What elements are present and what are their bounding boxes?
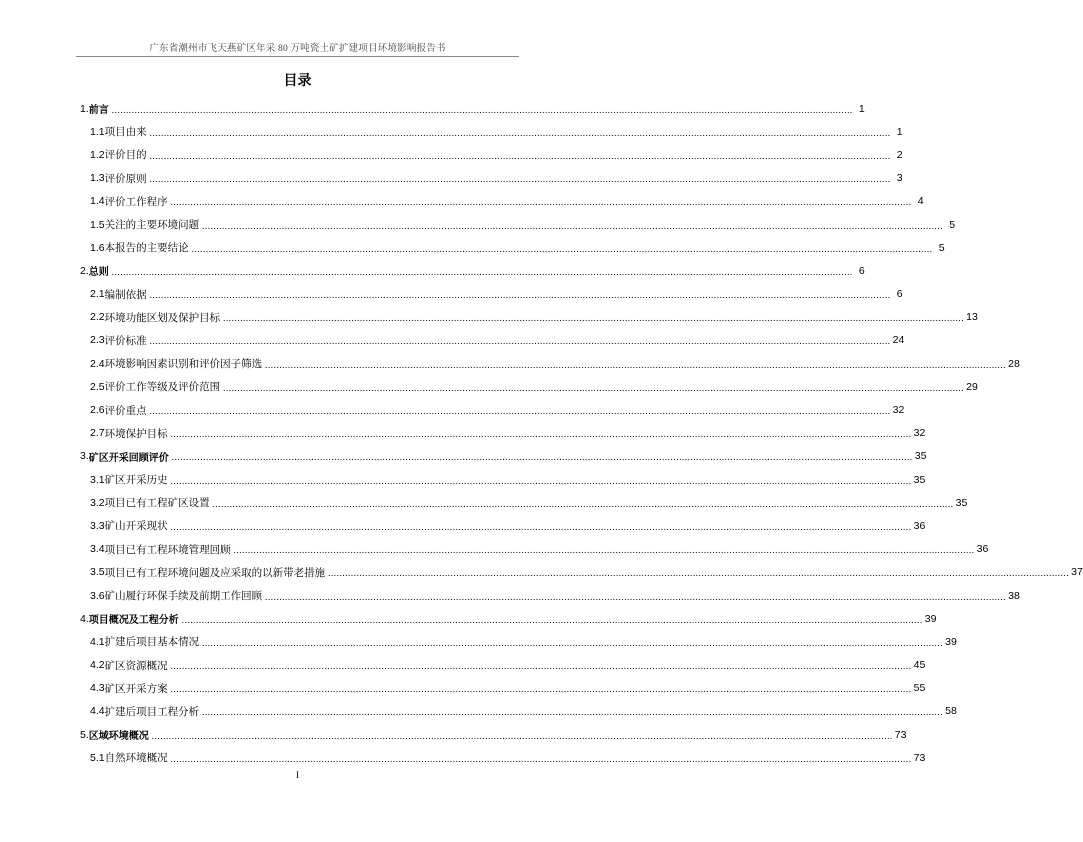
toc-entry-page: 55 (913, 682, 926, 695)
toc-entry-page: 35 (914, 450, 927, 463)
toc-leader-dots: .................................................................................................................................................................................................................................................................... (149, 406, 891, 417)
toc-entry-number: 2.4 (90, 357, 105, 370)
toc-entry[interactable] (80, 97, 865, 120)
toc-entry-label: 评价原则 (104, 173, 147, 185)
toc-entry-label: 评价工作程序 (104, 196, 168, 208)
toc-entry[interactable] (80, 352, 1020, 375)
toc-entry[interactable] (80, 306, 978, 329)
toc-entry-number: 2.5 (90, 380, 105, 393)
toc-entry-label: 前言 (88, 105, 109, 117)
toc-entry-page: 36 (976, 543, 989, 556)
toc-leader-dots: .................................................................................................................................................................................................................................................................... (170, 429, 912, 440)
toc-entry-page: 58 (945, 705, 957, 718)
toc-entry-page: 38 (1008, 589, 1020, 602)
toc-entry[interactable] (80, 468, 926, 491)
toc-entry-number: 3. (80, 450, 89, 463)
toc-entry-page: 5 (949, 218, 956, 231)
toc-entry-number: 2. (80, 264, 89, 277)
toc-leader-dots: .................................................................................................................................................................................................................................................................... (223, 313, 965, 324)
toc-entry-number: 4.3 (90, 682, 105, 695)
toc-leader-dots: .................................................................................................................................................................................................................................................................... (233, 545, 975, 556)
toc-entry-number: 1.6 (90, 241, 105, 254)
toc-entry[interactable] (80, 213, 956, 236)
toc-entry-label: 本报告的主要结论 (104, 243, 189, 255)
toc-entry-page: 39 (945, 635, 957, 648)
toc-leader-dots: .................................................................................................................................................................................................................................................................... (111, 266, 853, 277)
toc-title: 目录 (283, 73, 312, 89)
toc-leader-dots: .................................................................................................................................................................................................................................................................... (170, 684, 912, 695)
toc-entry-label: 自然环境概况 (104, 753, 168, 765)
toc-entry-number: 2.2 (90, 311, 105, 324)
toc-entry-number: 1.1 (90, 125, 105, 138)
toc-entry[interactable] (80, 167, 903, 190)
toc-leader-dots: .................................................................................................................................................................................................................................................................... (149, 336, 891, 347)
toc-entry-label: 评价目的 (104, 150, 147, 162)
toc-entry-label: 环境影响因素识别和评价因子筛选 (104, 359, 263, 371)
toc-entry[interactable] (80, 538, 989, 561)
toc-entry-page: 6 (896, 288, 903, 301)
toc-entry-number: 1.4 (90, 195, 105, 208)
toc-entry-page: 13 (966, 311, 978, 324)
toc-entry-number: 3.4 (90, 543, 105, 556)
toc-leader-dots: .................................................................................................................................................................................................................................................................... (149, 174, 891, 185)
toc-leader-dots: .................................................................................................................................................................................................................................................................... (170, 521, 912, 532)
toc-entry[interactable] (80, 700, 957, 723)
toc-leader-dots: .................................................................................................................................................................................................................................................................... (149, 290, 891, 301)
toc-entry-label: 编制依据 (104, 289, 147, 301)
toc-entry-number: 5.1 (90, 751, 105, 764)
toc-leader-dots: .................................................................................................................................................................................................................................................................... (191, 243, 933, 254)
toc-entry-page: 35 (913, 473, 926, 486)
toc-leader-dots: .................................................................................................................................................................................................................................................................... (202, 707, 944, 718)
toc-entry-label: 区域环境概况 (88, 731, 149, 743)
toc-entry-label: 环境保护目标 (104, 428, 168, 440)
toc-entry-label: 项目概况及工程分析 (88, 615, 179, 627)
toc-entry-page: 73 (894, 728, 907, 741)
toc-entry-number: 4. (80, 612, 89, 625)
toc-entry[interactable] (80, 514, 926, 537)
toc-entry-label: 矿区资源概况 (104, 660, 168, 672)
toc-entry-number: 1.2 (90, 148, 105, 161)
toc-entry-label: 矿区开采回顾评价 (88, 452, 169, 464)
toc-leader-dots: .................................................................................................................................................................................................................................................................... (170, 475, 912, 486)
toc-leader-dots: .................................................................................................................................................................................................................................................................... (328, 568, 1070, 579)
toc-entry-page: 24 (892, 334, 905, 347)
toc-entry-page: 39 (924, 612, 937, 625)
toc-entry[interactable] (80, 236, 945, 259)
toc-leader-dots: .................................................................................................................................................................................................................................................................... (212, 498, 954, 509)
toc-entry[interactable] (80, 584, 1020, 607)
toc-entry-number: 3.1 (90, 473, 105, 486)
toc-entry-number: 4.4 (90, 705, 105, 718)
toc-entry-page: 37 (1071, 566, 1083, 579)
header-rule (76, 56, 519, 57)
page-number: I (296, 770, 299, 780)
toc-entry-number: 3.6 (90, 589, 105, 602)
toc-entry-number: 4.1 (90, 635, 105, 648)
toc-entry[interactable] (80, 120, 903, 143)
toc-entry[interactable] (80, 143, 903, 166)
toc-entry[interactable] (80, 190, 924, 213)
toc-leader-dots: .................................................................................................................................................................................................................................................................... (223, 382, 965, 393)
toc-leader-dots: .................................................................................................................................................................................................................................................................... (202, 220, 944, 231)
toc-entry[interactable] (80, 561, 1083, 584)
toc-entry[interactable] (80, 746, 926, 769)
toc-entry-label: 扩建后项目基本情况 (104, 637, 200, 649)
toc-leader-dots: .................................................................................................................................................................................................................................................................... (171, 452, 913, 463)
toc-entry-number: 3.3 (90, 519, 105, 532)
toc-entry-label: 矿区开采历史 (104, 475, 168, 487)
document-header: 广东省潮州市飞天燕矿区年采 80 万吨瓷土矿扩建项目环境影响报告书 (149, 44, 446, 54)
toc-leader-dots: .................................................................................................................................................................................................................................................................... (111, 104, 853, 115)
toc-entry-number: 2.3 (90, 334, 105, 347)
toc-entry[interactable] (80, 723, 907, 746)
toc-entry[interactable] (80, 422, 926, 445)
toc-entry-label: 项目已有工程矿区设置 (104, 498, 210, 510)
toc-entry-number: 2.6 (90, 404, 105, 417)
toc-entry-page: 6 (858, 264, 865, 277)
toc-entry-page: 32 (892, 404, 905, 417)
toc-leader-dots: .................................................................................................................................................................................................................................................................... (181, 614, 923, 625)
toc-entry-label: 评价工作等级及评价范围 (104, 382, 221, 394)
toc-leader-dots: .................................................................................................................................................................................................................................................................... (149, 150, 891, 161)
toc-entry-label: 评价重点 (104, 405, 147, 417)
toc-entry-label: 扩建后项目工程分析 (104, 706, 200, 718)
toc-entry[interactable] (80, 283, 903, 306)
toc-entry-page: 4 (917, 195, 924, 208)
toc-entry-number: 1.3 (90, 172, 105, 185)
toc-entry-page: 35 (955, 496, 968, 509)
toc-entry[interactable] (80, 375, 978, 398)
toc-entry-label: 矿山履行环保手续及前期工作回顾 (104, 591, 263, 603)
toc-entry[interactable] (80, 607, 937, 630)
toc-entry-label: 项目由来 (104, 127, 147, 139)
toc-leader-dots: .................................................................................................................................................................................................................................................................... (202, 637, 944, 648)
toc-entry-page: 5 (938, 241, 945, 254)
toc-entry[interactable] (80, 677, 926, 700)
toc-leader-dots: .................................................................................................................................................................................................................................................................... (151, 730, 893, 741)
toc-entry[interactable] (80, 491, 968, 514)
toc-entry[interactable] (80, 259, 865, 282)
toc-leader-dots: .................................................................................................................................................................................................................................................................... (265, 591, 1007, 602)
toc-entry-number: 2.1 (90, 288, 105, 301)
toc-leader-dots: .................................................................................................................................................................................................................................................................... (170, 753, 912, 764)
toc-entry[interactable] (80, 398, 905, 421)
toc-entry-page: 45 (913, 659, 926, 672)
toc-entry-number: 1. (80, 102, 89, 115)
toc-entry-page: 1 (858, 102, 865, 115)
toc-entry-number: 3.5 (90, 566, 105, 579)
toc-entry[interactable] (80, 445, 927, 468)
toc-leader-dots: .................................................................................................................................................................................................................................................................... (149, 127, 891, 138)
toc-entry-label: 项目已有工程环境管理回顾 (104, 544, 231, 556)
toc-entry-page: 32 (913, 427, 926, 440)
toc-entry[interactable] (80, 630, 957, 653)
toc-entry-page: 28 (1008, 357, 1020, 370)
toc-entry-page: 1 (896, 125, 903, 138)
toc-entry-page: 73 (913, 751, 926, 764)
toc-entry-page: 36 (913, 519, 926, 532)
toc-entry-page: 3 (896, 172, 903, 185)
toc-entry-label: 评价标准 (104, 335, 147, 347)
table-of-contents (80, 97, 1083, 769)
toc-entry[interactable] (80, 329, 905, 352)
toc-entry-label: 矿区开采方案 (104, 683, 168, 695)
toc-leader-dots: .................................................................................................................................................................................................................................................................... (170, 661, 912, 672)
toc-entry-label: 关注的主要环境问题 (104, 220, 200, 232)
toc-entry-number: 1.5 (90, 218, 105, 231)
toc-entry-label: 项目已有工程环境问题及应采取的以新带老措施 (104, 567, 326, 579)
toc-entry-page: 29 (966, 380, 978, 393)
toc-entry-label: 矿山开采现状 (104, 521, 168, 533)
toc-entry[interactable] (80, 654, 926, 677)
toc-entry-number: 3.2 (90, 496, 105, 509)
toc-entry-page: 2 (896, 148, 903, 161)
toc-entry-number: 4.2 (90, 659, 105, 672)
toc-entry-number: 5. (80, 728, 89, 741)
toc-leader-dots: .................................................................................................................................................................................................................................................................... (265, 359, 1007, 370)
toc-entry-number: 2.7 (90, 427, 105, 440)
toc-entry-label: 总则 (88, 267, 109, 279)
toc-leader-dots: .................................................................................................................................................................................................................................................................... (170, 197, 912, 208)
toc-entry-label: 环境功能区划及保护目标 (104, 312, 221, 324)
